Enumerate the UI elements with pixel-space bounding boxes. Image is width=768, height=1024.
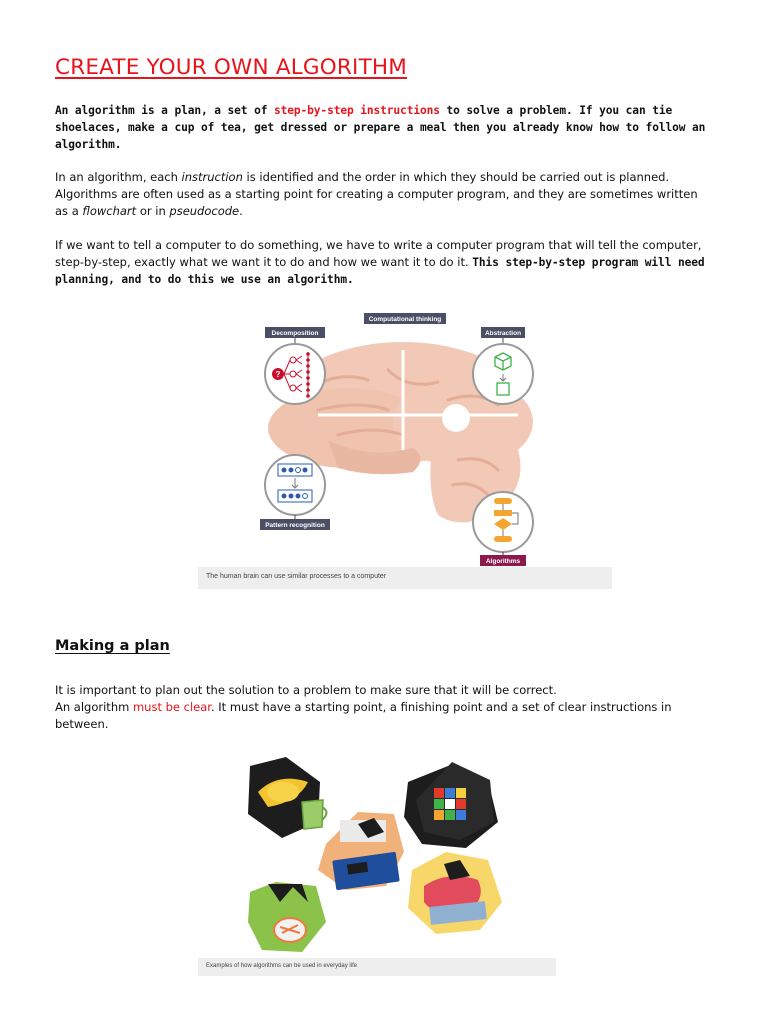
label-pattern-recognition: Pattern recognition — [265, 522, 325, 529]
plan-line-2a: An algorithm — [55, 700, 133, 714]
plan-paragraph — [55, 682, 715, 733]
pseudocode-term: pseudocode — [169, 204, 240, 218]
brain-illustration — [198, 310, 612, 566]
intro-text-2: to solve a problem. If you can tie shoelaces, make a cup of tea, get dressed or prepare a meal then you already know how to follow an algorithm. — [55, 104, 706, 151]
flowchart-term: flowchart — [82, 204, 137, 218]
intro-highlight: step-by-step instructions — [273, 104, 440, 117]
intro-paragraph — [55, 102, 715, 153]
para2-text-a: In an algorithm, each — [55, 170, 182, 184]
intro-text-1: An algorithm is a plan, a set of — [55, 104, 274, 117]
rubiks-cube-illustration — [404, 762, 498, 848]
para3-text: If we want to tell a computer to do something, we have to write a computer program that will tell the computer, step-by-step, exactly what we want it to do and how we want it to do it. — [55, 238, 702, 269]
label-decomposition: Decomposition — [271, 330, 319, 337]
figure1-caption: The human brain can use similar processes to a computer — [206, 573, 387, 580]
label-abstraction: Abstraction — [484, 330, 522, 337]
plan-line-2b: . It must have a starting point, a finishing point and a set of clear instructions in between. — [55, 700, 672, 731]
para3-bold-text: This step-by-step program will need planning, and to do this we use an algorithm. — [55, 256, 705, 286]
making-tea-illustration — [248, 757, 327, 838]
para2-text-d: . — [239, 204, 243, 218]
section-heading-making-a-plan: Making a plan — [55, 638, 170, 654]
figure1-caption-bar — [198, 567, 612, 589]
para2-text-c: or in — [136, 204, 170, 218]
computer-program-paragraph — [55, 237, 705, 288]
figure2-caption: Examples of how algorithms can be used in everyday life — [206, 963, 358, 969]
label-algorithms: Algorithms — [485, 558, 521, 565]
everyday-algorithms-figure — [198, 752, 556, 969]
page-title: CREATE YOUR OWN ALGORITHM — [55, 55, 408, 80]
getting-dressed-illustration — [408, 852, 502, 934]
computational-thinking-figure — [198, 310, 612, 566]
svg-text:?: ? — [275, 370, 281, 379]
instruction-term: instruction — [181, 170, 243, 184]
plan-line-1: It is important to plan out the solution to a problem to make sure that it will be correct. — [55, 683, 557, 697]
algorithm-description-paragraph — [55, 169, 705, 220]
plan-must-be-clear: must be clear — [132, 700, 211, 714]
programming-board-illustration — [318, 812, 404, 890]
label-computational-thinking: Computational thinking — [368, 316, 442, 323]
tying-shoelaces-illustration — [248, 882, 326, 952]
figure2-caption-bar — [198, 958, 556, 976]
para2-text-b: is identified and the order in which they should be carried out is planned. Algorithms are often used as a starting point for creating a computer program, and they are sometimes written as a — [55, 170, 698, 218]
